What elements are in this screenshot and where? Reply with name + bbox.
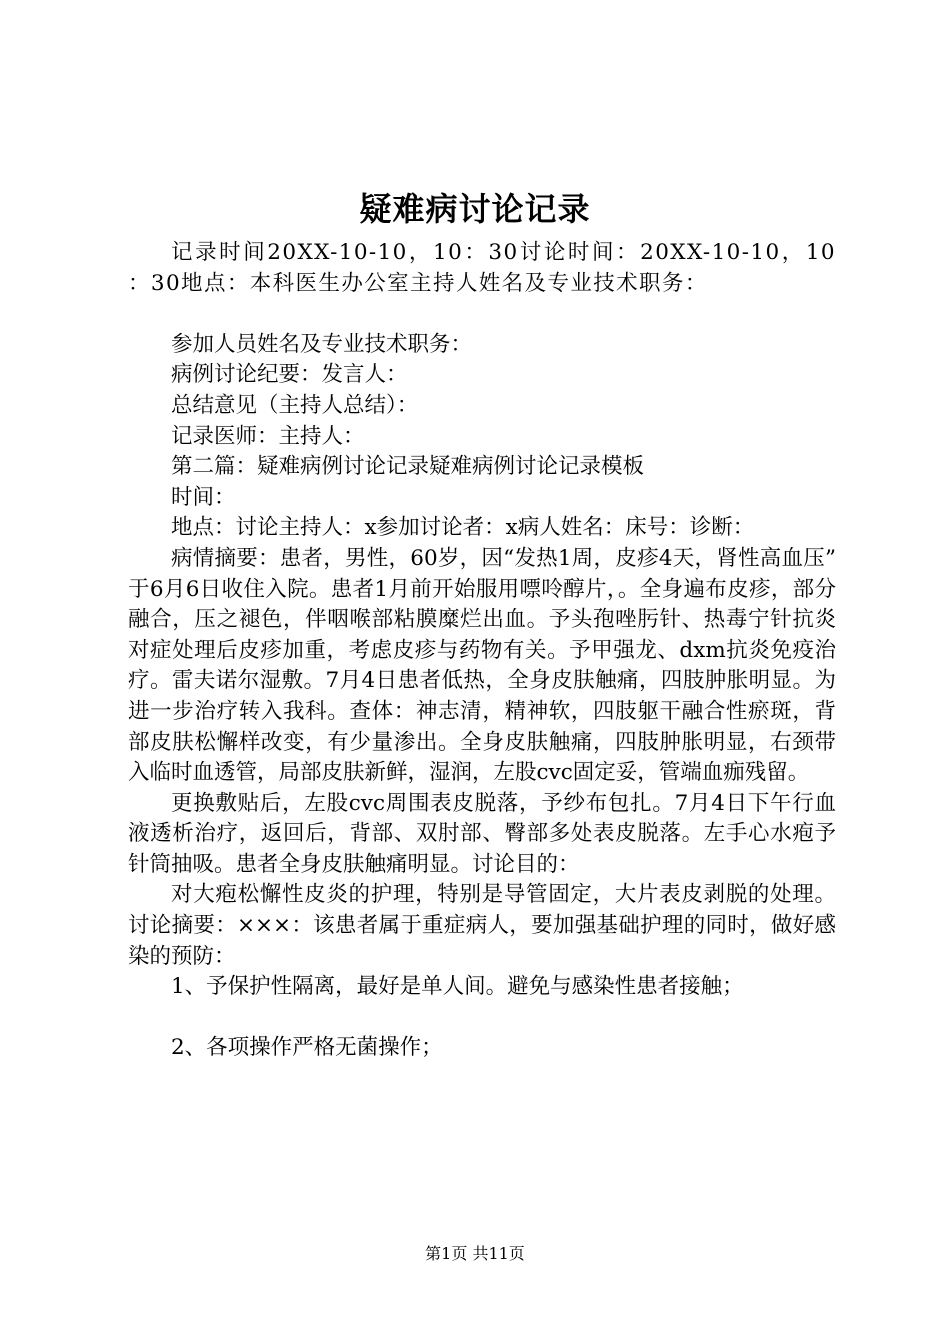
document-title: 疑难病讨论记录 xyxy=(359,190,591,228)
time-paragraph: 时间： xyxy=(171,484,236,510)
measure-two-paragraph: 2、各项操作严格无菌操作； xyxy=(171,1035,443,1061)
conclusion-paragraph: 总结意见（主持人总结）： xyxy=(171,392,419,418)
case-summary-paragraph: 病情摘要：患者，男性，60岁，因“发热1周，皮疹4天，肾性高血压”于6月6日收住入院。患者1月前开始服用嘌呤醇片，。全身遍布皮疹，部分融合，压之褪色，伴咽喉部粘膜糜烂出血。予头孢唑肟针、热毒宁针抗炎对症处理后皮疹加重，考虑皮疹与药物有关。予甲强龙、dxm抗炎免疫治疗。雷夫诺尔湿敷。7月4日患者低热，全身皮肤触痛，四肢肿胀明显。为进一步治疗转入我科。查体：神志清，精神软，四肢躯干融合性瘀斑，背部皮肤松懈样改变，有少量渗出。全身皮肤触痛，四肢肿胀明显，右颈带入临时血透管，局部皮肤新鲜，湿润，左股cvc固定妥，管端血痂残留。 xyxy=(128,545,836,786)
document-body xyxy=(128,238,836,1064)
participants-paragraph: 参加人员姓名及专业技术职务： xyxy=(171,331,473,357)
measure-one-paragraph: 1、予保护性隔离，最好是单人间。避免与感染性患者接触； xyxy=(171,974,744,1000)
page-footer: 第1页 共11页 xyxy=(425,1244,525,1263)
discussion-summary-paragraph: 病例讨论纪要：发言人： xyxy=(171,362,408,388)
record-time-paragraph: 记录时间20XX-10-10，10：30讨论时间：20XX-10-10，10：30地点：本科医生办公室主持人姓名及专业技术职务： xyxy=(128,240,836,296)
location-paragraph: 地点：讨论主持人：x参加讨论者：x病人姓名：床号：诊断： xyxy=(171,515,755,541)
recorder-paragraph: 记录医师：主持人： xyxy=(171,423,365,449)
section-two-heading: 第二篇：疑难病例讨论记录疑难病例讨论记录模板 xyxy=(171,454,645,480)
care-discussion-paragraph: 对大疱松懈性皮炎的护理，特别是导管固定，大片表皮剥脱的处理。讨论摘要：×××：该患者属于重症病人，要加强基础护理的同时，做好感染的预防： xyxy=(128,882,836,969)
dressing-change-paragraph: 更换敷贴后，左股cvc周围表皮脱落，予纱布包扎。7月4日下午行血液透析治疗，返回后，背部、双肘部、臀部多处表皮脱落。左手心水疱予针筒抽吸。患者全身皮肤触痛明显。讨论目的： xyxy=(128,790,836,877)
